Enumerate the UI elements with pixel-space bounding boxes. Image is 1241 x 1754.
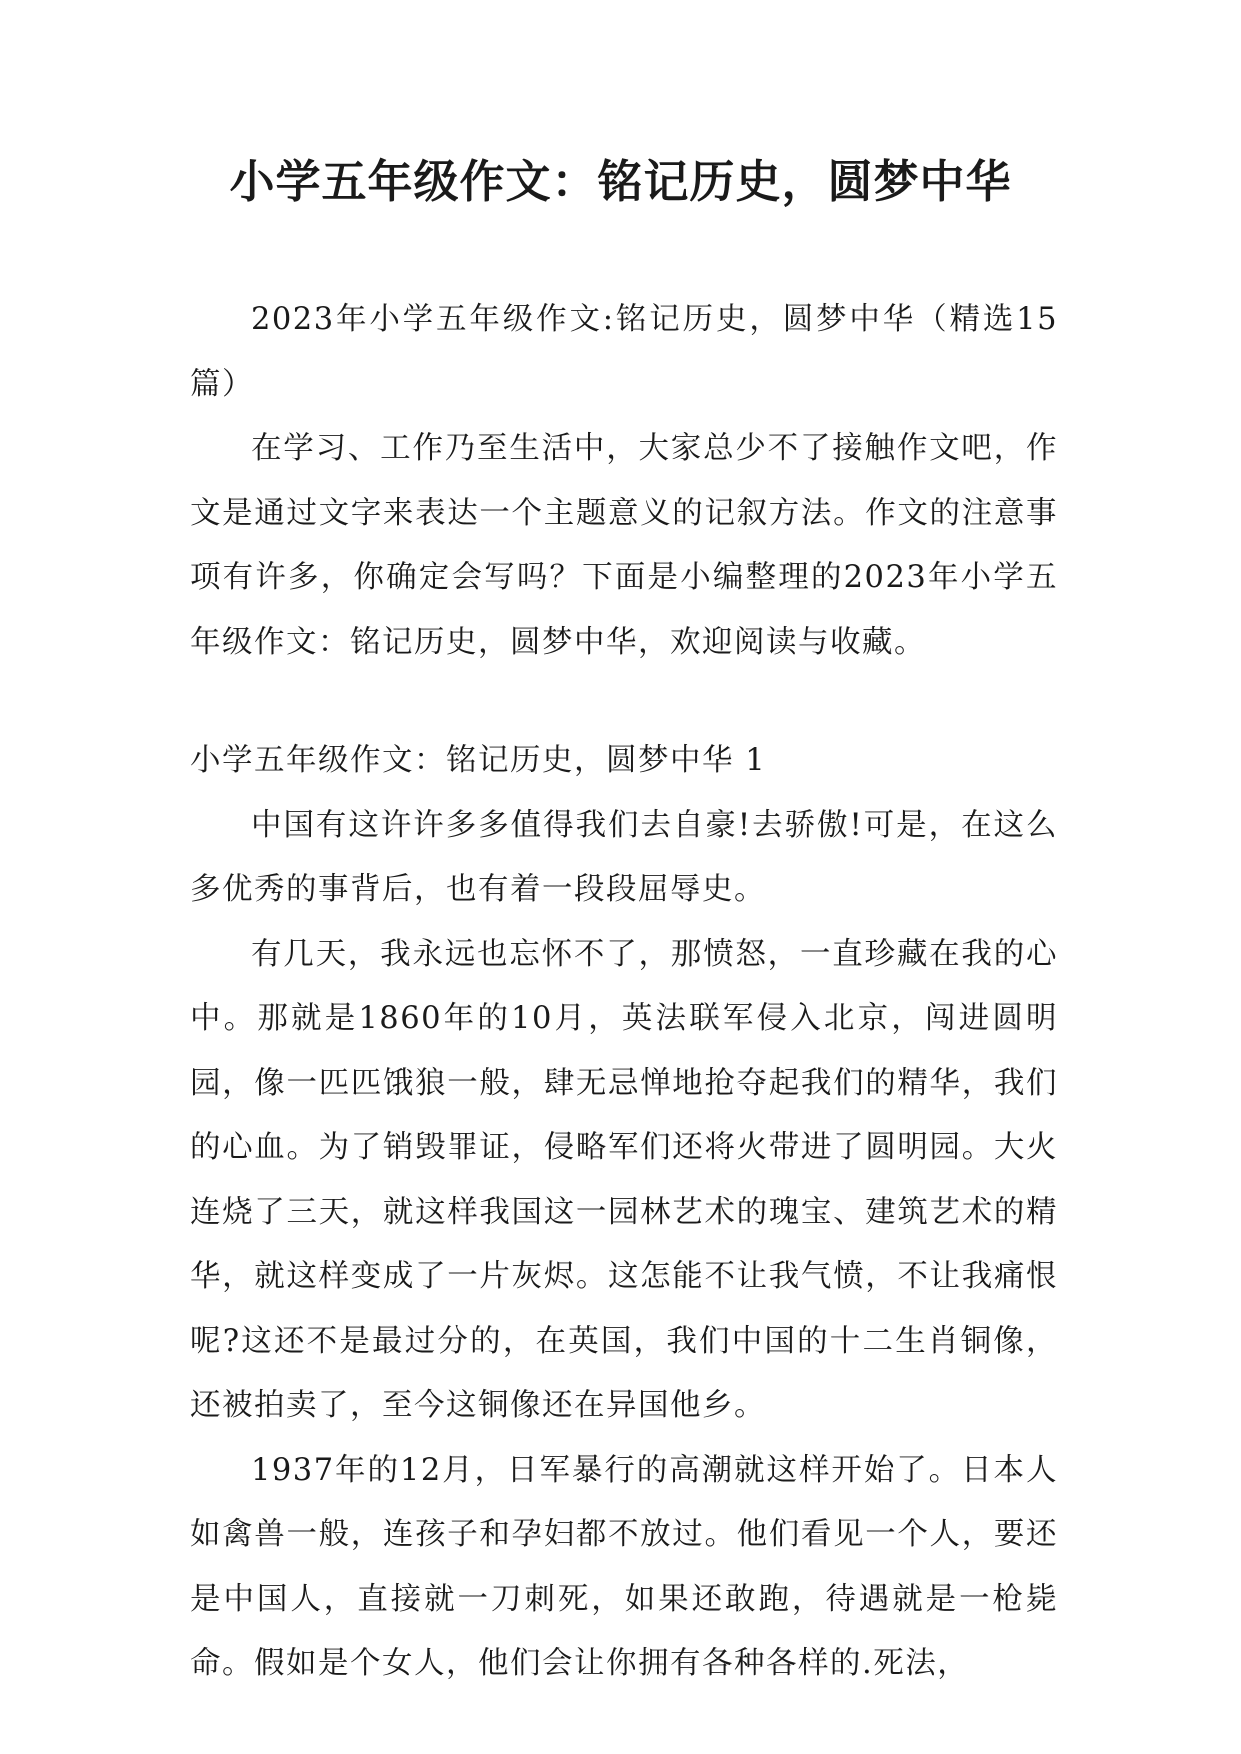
document-title: 小学五年级作文：铭记历史，圆梦中华 [229,155,1012,208]
intro-paragraph: 在学习、工作乃至生活中，大家总少不了接触作文吧，作文是通过文字来表达一个主题意义的记叙方法。作文的注意事项有许多，你确定会写吗？下面是小编整理的2023年小学五年级作文：铭记历史，圆梦中华，欢迎阅读与收藏。 [190,431,1058,660]
section-heading: 小学五年级作文：铭记历史，圆梦中华 1 [190,743,767,778]
body-paragraph: 中国有这许许多多值得我们去自豪!去骄傲!可是，在这么多优秀的事背后，也有着一段段屈辱史。 [190,807,1058,907]
body-paragraph: 有几天，我永远也忘怀不了，那愤怒，一直珍藏在我的心中。那就是1860年的10月，英法联军侵入北京，闯进圆明园，像一匹匹饿狼一般，肆无忌惮地抢夺起我们的精华，我们的心血。为了销毁罪证，侵略军们还将火带进了圆明园。大火连烧了三天，就这样我国这一园林艺术的瑰宝、建筑艺术的精华，就这样变成了一片灰烬。这怎能不让我气愤，不让我痛恨呢?这还不是最过分的，在英国，我们中国的十二生肖铜像，还被拍卖了，至今这铜像还在异国他乡。 [190,936,1058,1423]
intro-paragraph: 2023年小学五年级作文:铭记历史，圆梦中华（精选15篇） [190,302,1058,402]
section-gap [190,675,1058,729]
body-paragraph: 1937年的12月，日军暴行的高潮就这样开始了。日本人如禽兽一般，连孩子和孕妇都不放过。他们看见一个人，要还是中国人，直接就一刀刺死，如果还敢跑，待遇就是一枪毙命。假如是个女人，他们会让你拥有各种各样的.死法， [190,1452,1058,1681]
document-body [190,288,1058,1697]
